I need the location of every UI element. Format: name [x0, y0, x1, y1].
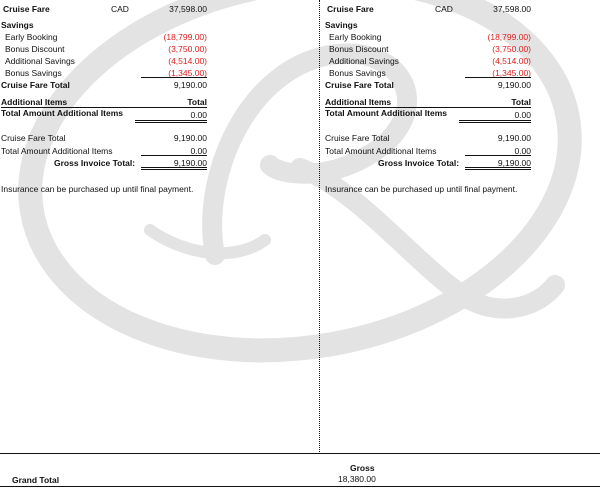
- savings-amount: (18,799.00): [163, 32, 207, 42]
- gross-double-rule: [465, 167, 531, 170]
- cruise-fare-amount: 37,598.00: [169, 4, 207, 14]
- additional-items-label: Additional Items: [325, 97, 392, 107]
- column-divider: [319, 0, 320, 452]
- cruise-fare-total-label: Cruise Fare Total: [1, 80, 70, 90]
- total-additional-items-label: Total Amount Additional Items: [1, 108, 123, 118]
- cruise-fare-total-label: Cruise Fare Total: [325, 80, 394, 90]
- total-column-label: Total: [187, 97, 207, 107]
- grand-total-label: Grand Total: [12, 475, 60, 485]
- grand-total-gross-value: 18,380.00: [338, 474, 376, 484]
- cruise-fare-amount: 37,598.00: [493, 4, 531, 14]
- savings-label: Early Booking: [5, 32, 58, 42]
- savings-label: Bonus Savings: [5, 68, 62, 78]
- currency-label: CAD: [111, 4, 129, 14]
- savings-amount: (18,799.00): [487, 32, 531, 42]
- savings-amount: (3,750.00): [168, 44, 207, 54]
- invoice-column-right: [325, 0, 600, 220]
- subtotal-rule: [465, 77, 531, 78]
- gross-double-rule: [141, 167, 207, 170]
- summary-amount: 0.00: [190, 146, 207, 156]
- savings-label: Additional Savings: [329, 56, 399, 66]
- savings-label: Bonus Discount: [329, 44, 389, 54]
- total-column-label: Total: [511, 97, 531, 107]
- savings-label: Early Booking: [329, 32, 382, 42]
- additional-items-label: Additional Items: [1, 97, 68, 107]
- summary-label: Cruise Fare Total: [325, 133, 390, 143]
- footer-bottom-rule: [0, 486, 600, 487]
- summary-amount: 9,190.00: [173, 133, 207, 143]
- gross-invoice-total-amount: 9,190.00: [173, 158, 207, 168]
- footer-top-rule: [0, 453, 600, 454]
- savings-label: Bonus Savings: [329, 68, 386, 78]
- currency-label: CAD: [435, 4, 453, 14]
- cruise-fare-label: Cruise Fare: [327, 4, 374, 14]
- invoice-column-left: [1, 0, 277, 220]
- summary-label: Total Amount Additional Items: [325, 146, 437, 156]
- gross-invoice-total-amount: 9,190.00: [497, 158, 531, 168]
- gross-rule-top: [465, 155, 531, 156]
- summary-amount: 9,190.00: [497, 133, 531, 143]
- total-additional-items-amount: 0.00: [514, 110, 531, 120]
- cruise-fare-label: Cruise Fare: [3, 4, 50, 14]
- savings-label: Additional Savings: [5, 56, 75, 66]
- savings-amount: (1,345.00): [168, 68, 207, 78]
- savings-amount: (4,514.00): [168, 56, 207, 66]
- gross-invoice-total-label: Gross Invoice Total:: [378, 158, 460, 168]
- savings-label: Bonus Discount: [5, 44, 65, 54]
- total-additional-items-label: Total Amount Additional Items: [325, 108, 447, 118]
- summary-label: Cruise Fare Total: [1, 133, 66, 143]
- cruise-fare-total-amount: 9,190.00: [173, 80, 207, 90]
- savings-amount: (1,345.00): [492, 68, 531, 78]
- double-rule: [135, 120, 207, 123]
- savings-amount: (4,514.00): [492, 56, 531, 66]
- double-rule: [459, 120, 531, 123]
- insurance-note: Insurance can be purchased up until final payment.: [1, 184, 194, 194]
- summary-label: Total Amount Additional Items: [1, 146, 113, 156]
- savings-heading: Savings: [325, 20, 358, 30]
- gross-invoice-total-label: Gross Invoice Total:: [54, 158, 136, 168]
- cruise-fare-total-amount: 9,190.00: [497, 80, 531, 90]
- subtotal-rule: [141, 77, 207, 78]
- summary-amount: 0.00: [514, 146, 531, 156]
- total-additional-items-amount: 0.00: [190, 110, 207, 120]
- savings-amount: (3,750.00): [492, 44, 531, 54]
- savings-heading: Savings: [1, 20, 34, 30]
- gross-rule-top: [141, 155, 207, 156]
- gross-heading: Gross: [350, 463, 375, 473]
- insurance-note: Insurance can be purchased up until final payment.: [325, 184, 518, 194]
